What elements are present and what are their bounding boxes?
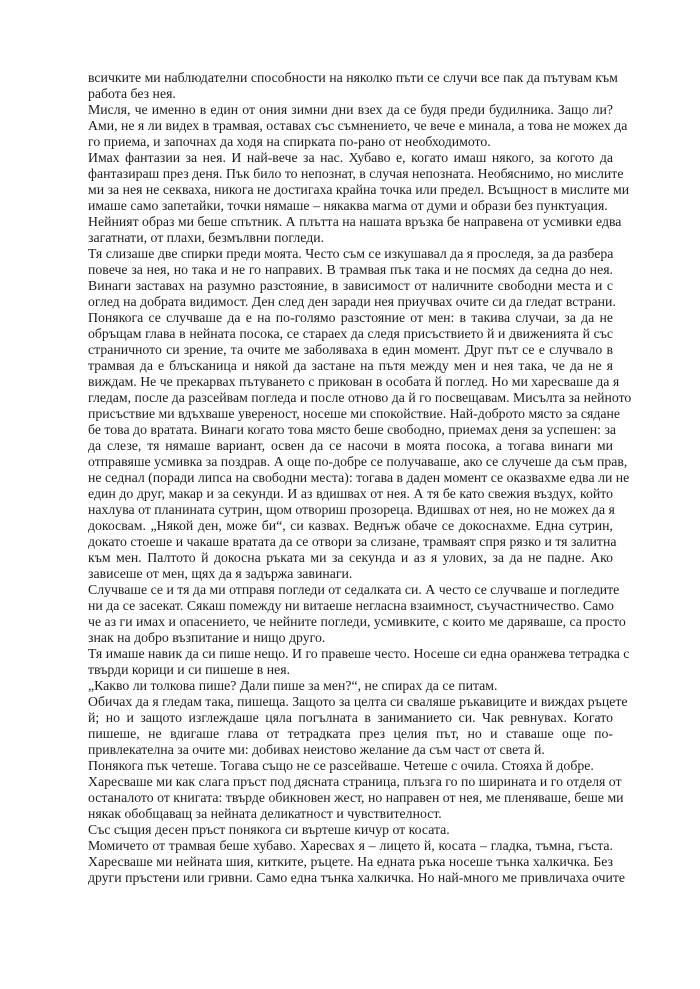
text-line: отправяше усмивка за поздрав. А още по-добре се получаваше, ако се случеше да съм прав, [88,454,628,469]
text-line: един до друг, макар и за секунди. И аз вдишвах от нея. А тя бе като свежия въздух, който [88,486,613,501]
paragraph [88,774,624,822]
text-line: Нейният образ ми беше спътник. А плътта на нашата връзка бе направена от усмивки едва [88,214,622,229]
text-line: че аз ги имах и опасението, че нейните погледи, усмивките, с които ме даряваше, са просто [88,614,626,629]
text-line: ни да се засекат. Сякаш помежду ни витаеше негласна взаимност, съучастничество. Само [88,598,614,613]
paragraph [88,758,613,774]
text-line: обръщам глава в нейната посока, се стараех да следя присъствието й и движенията й със [88,326,613,341]
text-line: да слезе, тя нямаше вариант, освен да се насочи в моята посока, а тогава винаги ми [88,438,613,453]
text-line: зависеше от мен, щях да я задържа завинаги. [88,566,353,581]
paragraph [88,694,628,758]
text-line: привлекателна за очите ми: добивах неистово желание да съм част от света й. [88,742,545,757]
text-line: Ами, не я ли видех в трамвая, оставах със съмнението, че вече е минала, а това не можех да [88,118,628,133]
text-line: Харесваше ми как слага пръст под дясната страница, плъзга го по ширината и го отделя от [88,774,622,789]
body-text [88,70,632,886]
text-line: останалото от книгата: твърде обикновен жест, но направен от нея, ме пленяваше, беше ми [88,790,624,805]
text-line: трамвая да е блъсканица и някой да застане на пътя между мен и нея така, че да не я [88,358,613,373]
text-line: Понякога пък четеше. Тогава също не се разсейваше. Четеше с очила. Стояха й добре. [88,758,594,773]
paragraph [88,214,622,246]
text-line: „Какво ли толкова пише? Дали пише за мен?“, не спирах да се питам. [88,678,498,693]
text-line: бе това до вратата. Винаги когато това място беше свободно, приемах деня за успешен: за [88,422,617,437]
text-line: имаше само запетайки, точки нямаше – някаква магма от думи и образи без пунктуация. [88,198,608,213]
text-line: към мен. Палтото й докосна ръката ми за секунда и аз я улових, за да не падне. Ако [88,550,613,565]
text-line: страничното си зрение, та очите ме заболяваха в един момент. Друг път се е случвало в [88,342,613,357]
text-line: работа без нея. [88,86,176,101]
text-line: присъствие ми вдъхваше увереност, носеше ми спокойствие. Най-доброто място за сядане [88,406,621,421]
text-line: някак обобщаващ за нейната деликатност и чувствителност. [88,806,442,821]
text-line: гледам, после да разсейвам погледа и после отново да й го посвещавам. Мисълта за нейното [88,390,632,405]
text-line: Тя имаше навик да си пише нещо. И го правеше често. Носеше си една оранжева тетрадка с [88,646,630,661]
text-line: виждам. Не че прекарвах пътуването с прикован в особата й поглед. Но ми харесваше да я [88,374,620,389]
text-line: докато стоеше и чакаше вратата да се отвори за слизане, трамваят спря рязко и тя залитна [88,534,617,549]
text-line: Тя слизаше две спирки преди моята. Често съм се изкушавал да я проследя, за да разбера [88,246,614,261]
text-line: фантазираш през деня. Пък било то непознат, в случая непозната. Необяснимо, но мислите [88,166,624,181]
text-line: Харесваше ми нейната шия, китките, ръцете. На едната ръка носеше тънка халкичка. Без [88,854,613,869]
paragraph [88,838,625,886]
paragraph [88,70,618,102]
text-line: Винаги заставах на разумно разстояние, в зависимост от наличните свободни места и с [88,278,613,293]
paragraph [88,150,630,214]
paragraph [88,678,613,694]
text-line: Имах фантазии за нея. И най-вече за нас. Хубаво е, когато имаш някого, за когото да [88,150,613,165]
text-line: докосвам. „Някой ден, може би“, си казвах. Веднъж обаче се докоснахме. Една сутрин, [88,518,613,533]
text-line: Обичах да я гледам така, пишеща. Защото за целта си сваляше ръкавиците и виждах ръцете [88,694,628,709]
text-line: Момичето от трамвая беше хубаво. Харесвах я – лицето й, косата – гладка, тъмна, гъста. [88,838,613,853]
text-line: всичките ми наблюдателни способности на няколко пъти се случи все пак да пътувам към [88,70,618,85]
paragraph [88,646,630,678]
text-line: твърди корици и си пишеше в нея. [88,662,291,677]
text-line: нахлува от планината сутрин, щом отвориш прозореца. Вдишвах от нея, но не можех да я [88,502,615,517]
text-line: Със същия десен пръст понякога си въртеше кичур от косата. [88,822,450,837]
text-line: загатнати, от плахи, безмълвни погледи. [88,230,325,245]
text-line: й; но и защото изглеждаше цяла погълната в заниманието си. Чак ревнувах. Когато [88,710,613,725]
paragraph [88,582,626,646]
text-line: знак на добро възпитание и нищо друго. [88,630,326,645]
paragraph [88,102,628,150]
text-line: Понякога се случваше да е на по-голямо разстояние от мен: в такива случаи, за да не [88,310,613,325]
paragraph [88,246,632,582]
text-line: пишеше, не вдигаше глава от тетрадката през целия път, но и ставаше още по- [88,726,613,741]
text-line: го приема, и започнах да ходя на спирката по-рано от необходимото. [88,134,491,149]
text-line: Случваше се и тя да ми отправя погледи от седалката си. А често се случваше и погледите [88,582,620,597]
text-line: други пръстени или гривни. Само една тънка халкичка. Но най-много ме привличаха очите [88,870,625,885]
text-line: не седнал (поради липса на свободни места): тогава в даден момент се оказвахме едва ли не [88,470,630,485]
paragraph [88,822,613,838]
text-line: оглед на добрата видимост. Ден след ден заради нея приучвах очите си да гледат встрани. [88,294,616,309]
text-line: Мисля, че именно в един от ония зимни дни взех да се будя преди будилника. Защо ли? [88,102,613,117]
text-line: ми за нея не секваха, никога не достигаха крайна точка или предел. Всъщност в мислите ми [88,182,630,197]
text-line: повече за нея, но така и не го направих. В трамвая пък така и не посмях да седна до нея. [88,262,613,277]
